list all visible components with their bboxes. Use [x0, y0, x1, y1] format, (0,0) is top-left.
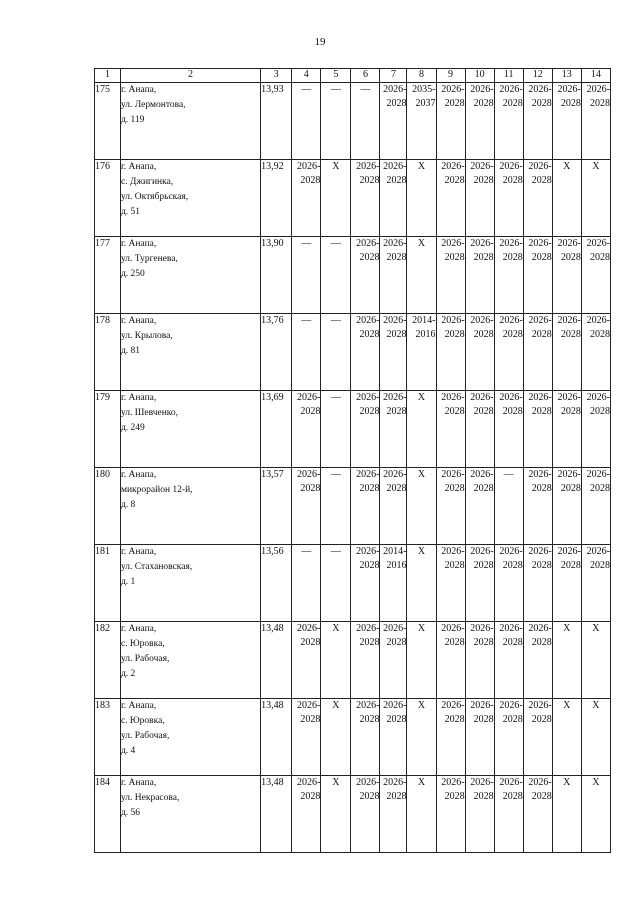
period-text: 2026- 2028 — [586, 546, 610, 571]
area-cell: 13,48 — [261, 776, 292, 853]
period-text: 2026- 2028 — [383, 777, 407, 802]
period-cell — [407, 391, 436, 468]
period-cell — [552, 83, 581, 160]
period-cell — [465, 776, 494, 853]
period-cell — [494, 237, 523, 314]
period-text: 2026- 2028 — [296, 700, 321, 725]
period-cell — [407, 314, 436, 391]
period-cell — [436, 699, 465, 776]
period-cell — [351, 468, 380, 545]
period-text: 2026- 2028 — [441, 700, 465, 725]
column-header: 2 — [120, 69, 260, 83]
area-cell: 13,90 — [261, 237, 292, 314]
period-cell — [552, 776, 581, 853]
address-cell — [120, 391, 260, 468]
period-cell — [351, 160, 380, 237]
period-text: — — [330, 392, 341, 403]
period-text: X — [417, 469, 426, 480]
period-cell — [436, 622, 465, 699]
period-cell — [552, 468, 581, 545]
period-cell — [465, 699, 494, 776]
period-text: 2026- 2028 — [557, 315, 581, 340]
period-cell — [465, 83, 494, 160]
period-cell — [292, 237, 321, 314]
period-text: X — [592, 700, 600, 711]
address-cell — [120, 237, 260, 314]
column-header: 1 — [95, 69, 121, 83]
period-text: 2026- 2028 — [356, 700, 380, 725]
period-text: — — [301, 238, 312, 249]
address-cell — [120, 545, 260, 622]
period-text: — — [360, 84, 371, 95]
period-text: X — [592, 161, 600, 172]
row-number: 178 — [95, 314, 121, 391]
period-text: X — [563, 161, 571, 172]
period-text: X — [417, 238, 426, 249]
column-header: 7 — [380, 69, 407, 83]
period-text: 2026- 2028 — [499, 161, 523, 186]
area-cell: 13,48 — [261, 622, 292, 699]
housing-register-table — [94, 68, 611, 853]
period-text: 2014- 2016 — [383, 546, 407, 571]
period-text: 2026- 2028 — [356, 161, 380, 186]
period-cell — [351, 314, 380, 391]
period-cell — [380, 622, 407, 699]
period-cell — [552, 160, 581, 237]
period-text: 2026- 2028 — [470, 700, 494, 725]
period-cell — [523, 314, 552, 391]
period-cell — [321, 237, 351, 314]
period-text: 2026- 2028 — [528, 315, 552, 340]
period-text: 2026- 2028 — [470, 315, 494, 340]
period-text: X — [417, 546, 426, 557]
row-number: 181 — [95, 545, 121, 622]
period-text: 2026- 2028 — [296, 469, 321, 494]
period-cell — [380, 237, 407, 314]
period-cell — [465, 237, 494, 314]
period-text: 2026- 2028 — [557, 238, 581, 263]
period-cell — [465, 622, 494, 699]
area-cell: 13,57 — [261, 468, 292, 545]
period-cell — [494, 699, 523, 776]
period-cell — [407, 83, 436, 160]
period-cell — [292, 776, 321, 853]
period-text: 2035- 2037 — [412, 84, 436, 109]
period-text: 2026- 2028 — [528, 161, 552, 186]
period-text: 2026- 2028 — [557, 546, 581, 571]
address-text: г. Анапа, ул. Шевченко, д. 249 — [120, 393, 179, 433]
period-cell — [523, 622, 552, 699]
period-cell — [552, 314, 581, 391]
period-text: 2026- 2028 — [586, 392, 610, 417]
area-cell: 13,76 — [261, 314, 292, 391]
period-text: 2026- 2028 — [470, 777, 494, 802]
period-text: — — [330, 546, 341, 557]
period-text: 2026- 2028 — [528, 546, 552, 571]
period-cell — [436, 776, 465, 853]
period-text: 2026- 2028 — [470, 238, 494, 263]
period-text: X — [592, 777, 600, 788]
period-text: 2026- 2028 — [441, 392, 465, 417]
period-text: X — [417, 623, 426, 634]
row-number: 175 — [95, 83, 121, 160]
column-header: 6 — [351, 69, 380, 83]
period-cell — [380, 83, 407, 160]
period-cell — [552, 237, 581, 314]
address-cell — [120, 622, 260, 699]
period-text: 2026- 2028 — [528, 84, 552, 109]
period-text: X — [563, 777, 571, 788]
period-cell — [523, 237, 552, 314]
period-cell — [380, 314, 407, 391]
period-text: X — [563, 700, 571, 711]
row-number: 182 — [95, 622, 121, 699]
table-row — [95, 468, 611, 545]
period-text: 2026- 2028 — [356, 238, 380, 263]
period-cell — [523, 391, 552, 468]
period-cell — [407, 237, 436, 314]
period-cell — [407, 468, 436, 545]
table-row — [95, 314, 611, 391]
period-cell — [321, 776, 351, 853]
table-row — [95, 83, 611, 160]
column-header: 3 — [261, 69, 292, 83]
period-text: 2026- 2028 — [586, 84, 610, 109]
period-cell — [351, 83, 380, 160]
period-cell — [581, 237, 610, 314]
period-text: X — [332, 777, 340, 788]
period-text: 2026- 2028 — [528, 777, 552, 802]
period-cell — [494, 545, 523, 622]
period-text: 2026- 2028 — [586, 238, 610, 263]
period-text: 2026- 2028 — [441, 777, 465, 802]
period-cell — [581, 699, 610, 776]
period-text: — — [330, 469, 341, 480]
period-cell — [436, 468, 465, 545]
row-number: 179 — [95, 391, 121, 468]
period-text: 2026- 2028 — [383, 161, 407, 186]
period-cell — [465, 545, 494, 622]
address-text: г. Анапа, с. Джигинка, ул. Октябрьская, д. 51 — [120, 162, 189, 217]
period-text: 2026- 2028 — [499, 777, 523, 802]
period-text: X — [563, 623, 571, 634]
period-text: 2026- 2028 — [441, 84, 465, 109]
period-text: 2026- 2028 — [557, 392, 581, 417]
period-cell — [380, 545, 407, 622]
period-cell — [581, 160, 610, 237]
period-text: 2026- 2028 — [586, 315, 610, 340]
address-text: г. Анапа, ул. Тургенева, д. 250 — [120, 239, 178, 279]
period-text: 2026- 2028 — [470, 392, 494, 417]
period-text: — — [301, 315, 312, 326]
period-cell — [351, 622, 380, 699]
period-cell — [407, 776, 436, 853]
period-cell — [380, 699, 407, 776]
address-cell — [120, 776, 260, 853]
period-text: 2026- 2028 — [356, 315, 380, 340]
period-text: 2026- 2028 — [557, 469, 581, 494]
period-text: 2026- 2028 — [296, 392, 321, 417]
period-text: 2026- 2028 — [441, 161, 465, 186]
period-cell — [351, 699, 380, 776]
period-cell — [351, 545, 380, 622]
period-text: X — [332, 161, 340, 172]
period-text: 2026- 2028 — [296, 777, 321, 802]
period-text: 2026- 2028 — [383, 623, 407, 648]
period-cell — [407, 699, 436, 776]
period-text: 2026- 2028 — [356, 777, 380, 802]
period-text: 2026- 2028 — [528, 623, 552, 648]
period-cell — [321, 160, 351, 237]
column-header: 9 — [436, 69, 465, 83]
period-cell — [465, 160, 494, 237]
period-cell — [581, 776, 610, 853]
period-text: 2026- 2028 — [296, 161, 321, 186]
period-cell — [494, 314, 523, 391]
period-text: 2026- 2028 — [296, 623, 321, 648]
area-cell: 13,48 — [261, 699, 292, 776]
period-cell — [292, 160, 321, 237]
period-cell — [351, 391, 380, 468]
period-text: X — [417, 700, 426, 711]
period-text: — — [301, 546, 312, 557]
period-cell — [494, 391, 523, 468]
period-text: 2026- 2028 — [528, 238, 552, 263]
period-cell — [380, 468, 407, 545]
address-cell — [120, 160, 260, 237]
period-text: 2026- 2028 — [470, 161, 494, 186]
period-cell — [436, 314, 465, 391]
address-cell — [120, 468, 260, 545]
period-text: 2026- 2028 — [383, 315, 407, 340]
period-text: 2026- 2028 — [441, 315, 465, 340]
period-cell — [321, 699, 351, 776]
address-text: г. Анапа, ул. Стахановская, д. 1 — [120, 547, 193, 587]
period-text: 2026- 2028 — [383, 238, 407, 263]
period-cell — [523, 545, 552, 622]
period-text: 2026- 2028 — [356, 546, 380, 571]
period-cell — [351, 237, 380, 314]
period-text: 2026- 2028 — [470, 623, 494, 648]
period-cell — [292, 391, 321, 468]
period-text: — — [503, 469, 514, 480]
table-row — [95, 391, 611, 468]
address-cell — [120, 699, 260, 776]
period-cell — [321, 83, 351, 160]
page-number: 19 — [314, 36, 326, 48]
address-cell — [120, 83, 260, 160]
period-cell — [494, 776, 523, 853]
period-cell — [380, 391, 407, 468]
period-text: X — [332, 623, 340, 634]
address-text: г. Анапа, ул. Некрасова, д. 56 — [120, 778, 180, 818]
period-text: 2026- 2028 — [441, 623, 465, 648]
period-cell — [436, 237, 465, 314]
period-cell — [321, 314, 351, 391]
period-text: 2026- 2028 — [499, 546, 523, 571]
period-cell — [552, 545, 581, 622]
period-cell — [581, 468, 610, 545]
period-text: 2026- 2028 — [499, 700, 523, 725]
period-text: 2026- 2028 — [528, 469, 552, 494]
area-cell: 13,56 — [261, 545, 292, 622]
period-cell — [351, 776, 380, 853]
area-cell: 13,69 — [261, 391, 292, 468]
period-text: 2026- 2028 — [586, 469, 610, 494]
period-cell — [581, 391, 610, 468]
period-cell — [321, 622, 351, 699]
period-text: — — [301, 84, 312, 95]
period-text: 2026- 2028 — [470, 84, 494, 109]
period-cell — [552, 699, 581, 776]
column-header: 8 — [407, 69, 436, 83]
row-number: 177 — [95, 237, 121, 314]
table-row — [95, 776, 611, 853]
period-text: 2026- 2028 — [383, 392, 407, 417]
period-cell — [292, 699, 321, 776]
period-text: X — [417, 392, 426, 403]
period-text: 2026- 2028 — [356, 469, 380, 494]
period-cell — [436, 391, 465, 468]
address-text: г. Анапа, с. Юровка, ул. Рабочая, д. 4 — [120, 701, 170, 756]
period-text: 2026- 2028 — [356, 392, 380, 417]
period-cell — [436, 160, 465, 237]
address-text: г. Анапа, ул. Крылова, д. 81 — [120, 316, 173, 356]
period-cell — [552, 622, 581, 699]
address-cell — [120, 314, 260, 391]
column-header: 13 — [552, 69, 581, 83]
period-cell — [523, 468, 552, 545]
area-cell: 13,93 — [261, 83, 292, 160]
period-text: X — [332, 700, 340, 711]
period-cell — [494, 83, 523, 160]
column-header: 5 — [321, 69, 351, 83]
period-cell — [321, 468, 351, 545]
period-text: — — [330, 315, 341, 326]
period-text: X — [417, 777, 426, 788]
column-header: 14 — [581, 69, 610, 83]
period-cell — [292, 314, 321, 391]
row-number: 184 — [95, 776, 121, 853]
table-body — [95, 83, 611, 853]
period-cell — [465, 314, 494, 391]
period-text: 2026- 2028 — [383, 84, 407, 109]
period-cell — [552, 391, 581, 468]
period-text: 2026- 2028 — [356, 623, 380, 648]
period-cell — [321, 545, 351, 622]
period-cell — [465, 391, 494, 468]
period-text: 2026- 2028 — [383, 700, 407, 725]
row-number: 180 — [95, 468, 121, 545]
period-cell — [494, 160, 523, 237]
period-text: 2026- 2028 — [499, 392, 523, 417]
period-cell — [581, 314, 610, 391]
period-text: 2026- 2028 — [441, 546, 465, 571]
table-row — [95, 545, 611, 622]
period-cell — [380, 776, 407, 853]
column-header: 11 — [494, 69, 523, 83]
period-text: 2026- 2028 — [441, 238, 465, 263]
row-number: 183 — [95, 699, 121, 776]
period-text: 2026- 2028 — [470, 469, 494, 494]
period-text: 2026- 2028 — [499, 315, 523, 340]
period-cell — [523, 83, 552, 160]
period-cell — [407, 622, 436, 699]
period-cell — [523, 776, 552, 853]
period-cell — [292, 545, 321, 622]
period-cell — [292, 83, 321, 160]
period-text: — — [330, 84, 341, 95]
period-text: 2026- 2028 — [441, 469, 465, 494]
header-row — [95, 69, 611, 83]
table-row — [95, 622, 611, 699]
table-row — [95, 699, 611, 776]
period-text: — — [330, 238, 341, 249]
period-cell — [436, 545, 465, 622]
period-text: 2026- 2028 — [499, 623, 523, 648]
period-cell — [321, 391, 351, 468]
period-cell — [292, 468, 321, 545]
period-cell — [380, 160, 407, 237]
period-text: 2026- 2028 — [470, 546, 494, 571]
period-text: 2026- 2028 — [499, 84, 523, 109]
period-text: X — [417, 161, 426, 172]
address-text: г. Анапа, ул. Лермонтова, д. 119 — [120, 85, 186, 125]
period-cell — [523, 699, 552, 776]
period-text: 2026- 2028 — [528, 392, 552, 417]
period-text: 2026- 2028 — [499, 238, 523, 263]
period-cell — [465, 468, 494, 545]
column-header: 10 — [465, 69, 494, 83]
table-row — [95, 160, 611, 237]
area-cell: 13,92 — [261, 160, 292, 237]
column-header: 4 — [292, 69, 321, 83]
period-cell — [436, 83, 465, 160]
address-text: г. Анапа, с. Юровка, ул. Рабочая, д. 2 — [120, 624, 170, 679]
period-cell — [581, 622, 610, 699]
period-text: 2026- 2028 — [528, 700, 552, 725]
period-cell — [494, 622, 523, 699]
period-cell — [581, 545, 610, 622]
period-cell — [407, 545, 436, 622]
period-text: 2026- 2028 — [557, 84, 581, 109]
column-header: 12 — [523, 69, 552, 83]
period-text: 2026- 2028 — [383, 469, 407, 494]
period-cell — [494, 468, 523, 545]
period-cell — [523, 160, 552, 237]
period-text: X — [592, 623, 600, 634]
address-text: г. Анапа, микрорайон 12-й, д. 8 — [120, 470, 193, 510]
row-number: 176 — [95, 160, 121, 237]
period-cell — [292, 622, 321, 699]
period-cell — [407, 160, 436, 237]
period-text: 2014- 2016 — [412, 315, 436, 340]
period-cell — [581, 83, 610, 160]
table-row — [95, 237, 611, 314]
